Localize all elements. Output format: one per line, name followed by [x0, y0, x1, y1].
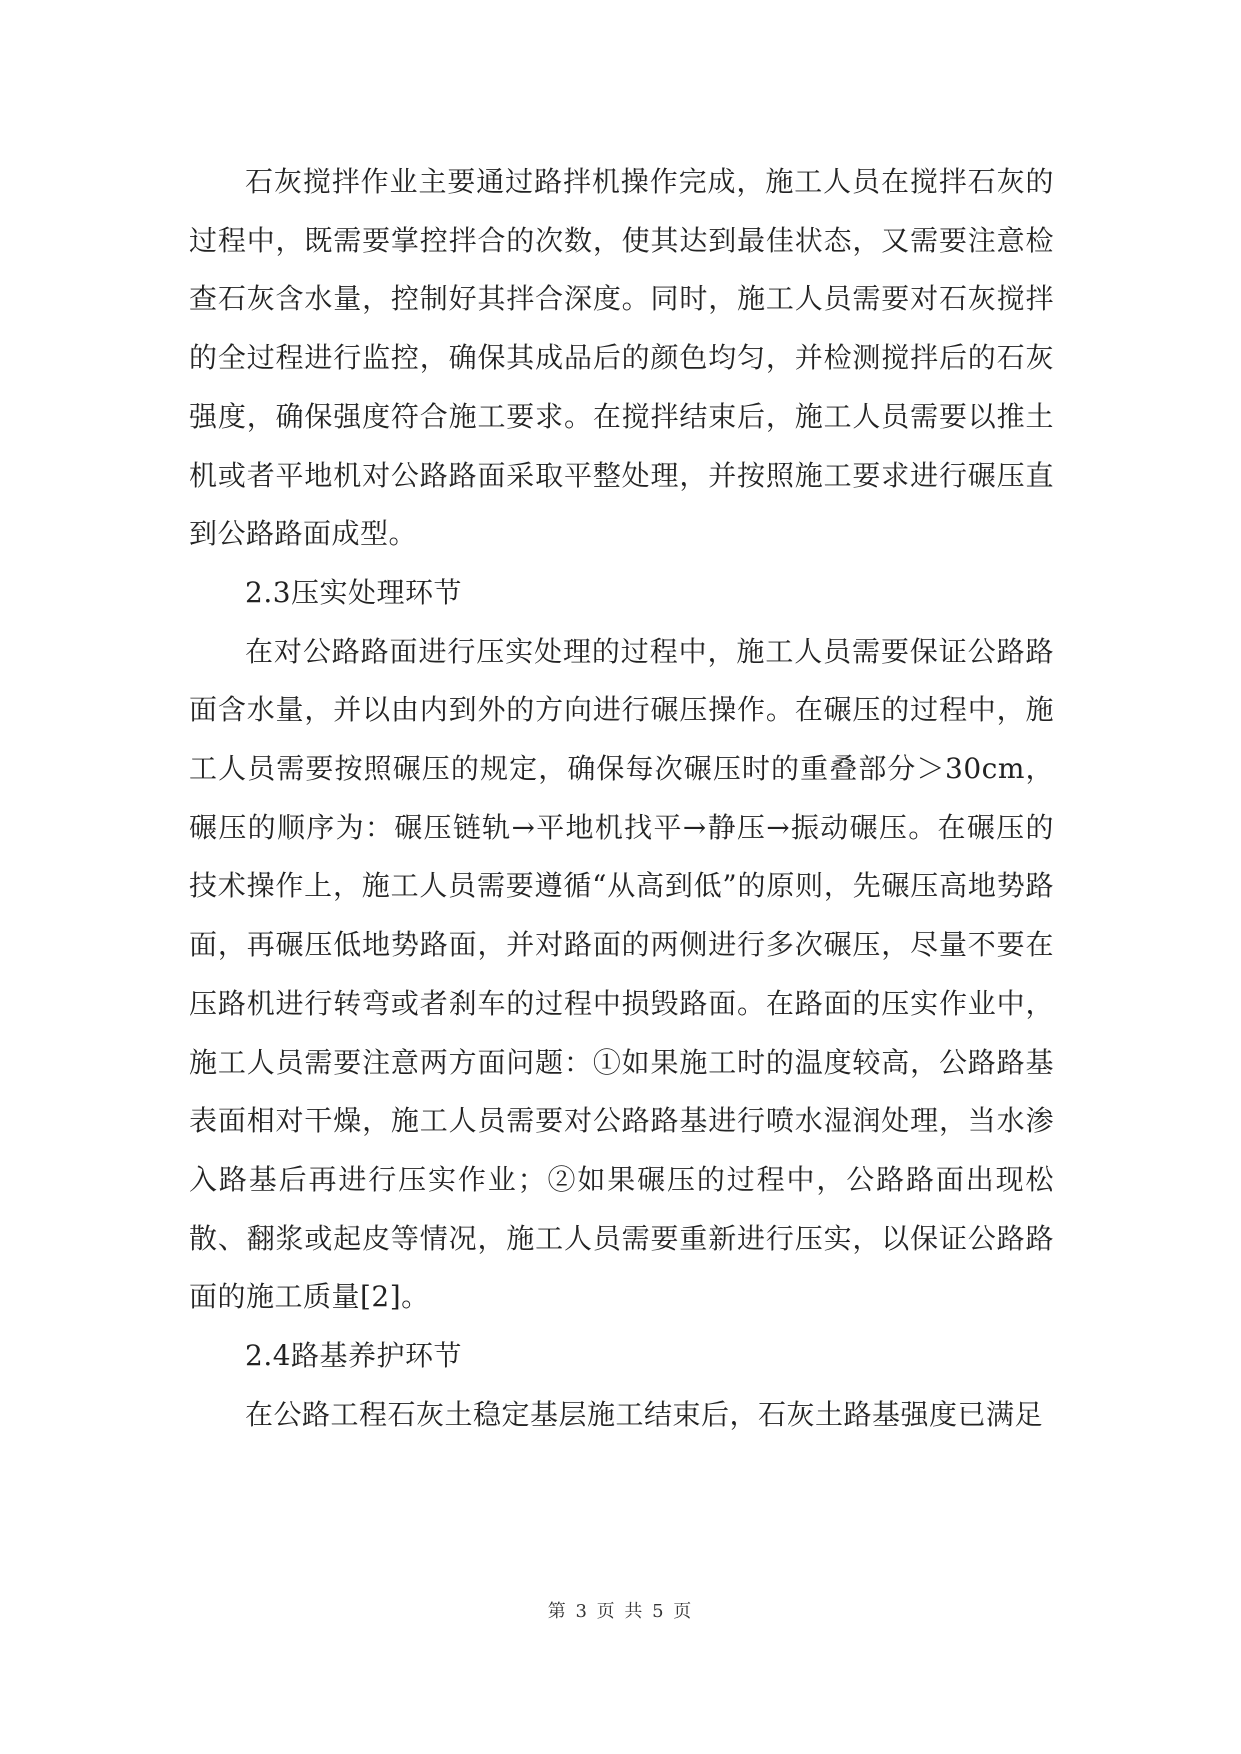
section-heading-maintenance: 2.4路基养护环节	[245, 1339, 463, 1373]
body-text	[189, 153, 1054, 1444]
page-number-footer: 第 3 页 共 5 页	[547, 1601, 694, 1622]
paragraph-maintenance: 在公路工程石灰土稳定基层施工结束后，石灰土路基强度已满足	[245, 1397, 1044, 1431]
section-heading-compaction: 2.3压实处理环节	[245, 575, 463, 609]
paragraph-compaction: 在对公路路面进行压实处理的过程中，施工人员需要保证公路路面含水量，并以由内到外的方向进行碾压操作。在碾压的过程中，施工人员需要按照碾压的规定，确保每次碾压时的重叠部分＞30cm，碾压的顺序为：碾压链轨→平地机找平→静压→振动碾压。在碾压的技术操作上，施工人员需要遵循“从高到低”的原则，先碾压高地势路面，再碾压低地势路面，并对路面的两侧进行多次碾压，尽量不要在压路机进行转弯或者刹车的过程中损毁路面。在路面的压实作业中，施工人员需要注意两方面问题：①如果施工时的温度较高，公路路基表面相对干燥，施工人员需要对公路路基进行喷水湿润处理，当水渗入路基后再进行压实作业；②如果碾压的过程中，公路路面出现松散、翻浆或起皮等情况，施工人员需要重新进行压实，以保证公路路面的施工质量[2]。	[189, 634, 1054, 1314]
paragraph-lime-mixing: 石灰搅拌作业主要通过路拌机操作完成，施工人员在搅拌石灰的过程中，既需要掌控拌合的次数，使其达到最佳状态，又需要注意检查石灰含水量，控制好其拌合深度。同时，施工人员需要对石灰搅拌的全过程进行监控，确保其成品后的颜色均匀，并检测搅拌后的石灰强度，确保强度符合施工要求。在搅拌结束后，施工人员需要以推土机或者平地机对公路路面采取平整处理，并按照施工要求进行碾压直到公路路面成型。	[189, 165, 1054, 551]
